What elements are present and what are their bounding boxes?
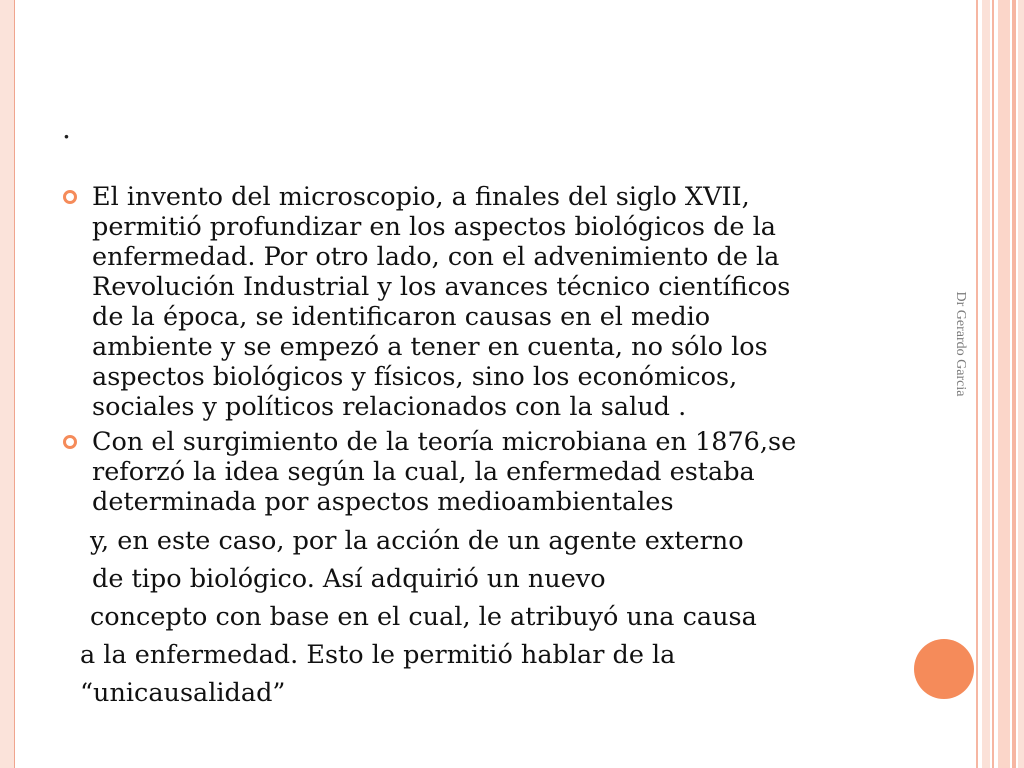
text-line: reforzó la idea según la cual, la enfermedad estaba bbox=[92, 457, 755, 487]
continuation-line: a la enfermedad. Esto le permitió hablar de la bbox=[80, 640, 676, 670]
slide-body bbox=[62, 182, 882, 712]
stripe bbox=[982, 0, 990, 768]
text-line: de la época, se identificaron causas en el medio bbox=[92, 302, 711, 332]
continuation-line: concepto con base en el cual, le atribuyó una causa bbox=[90, 602, 757, 632]
stripe bbox=[1012, 0, 1016, 768]
bullet-item bbox=[62, 182, 882, 422]
author-name: Dr Gerardo Garcia bbox=[953, 291, 968, 397]
ring-bullet-icon bbox=[62, 189, 78, 205]
text-line: determinada por aspectos medioambientales bbox=[92, 487, 674, 517]
left-border bbox=[0, 0, 15, 768]
accent-circle bbox=[914, 639, 974, 699]
stripe bbox=[1018, 0, 1024, 768]
bullet-text bbox=[92, 427, 882, 517]
text-line: ambiente y se empezó a tener en cuenta, no sólo los bbox=[92, 332, 768, 362]
continuation-line: y, en este caso, por la acción de un agente externo bbox=[90, 526, 744, 556]
bullet-item bbox=[62, 427, 882, 517]
bullet-text bbox=[92, 182, 882, 422]
text-line: Revolución Industrial y los avances técnico científicos bbox=[92, 272, 791, 302]
text-line: enfermedad. Por otro lado, con el advenimiento de la bbox=[92, 242, 780, 272]
text-line: sociales y políticos relacionados con la salud . bbox=[92, 392, 687, 422]
right-decorative-stripes bbox=[976, 0, 1024, 768]
stripe bbox=[992, 0, 994, 768]
text-line: El invento del microscopio, a finales del siglo XVII, bbox=[92, 182, 750, 212]
stripe bbox=[998, 0, 1010, 768]
continuation-line: de tipo biológico. Así adquirió un nuevo bbox=[92, 564, 606, 594]
slide-title: . bbox=[62, 112, 71, 145]
text-line: aspectos biológicos y físicos, sino los económicos, bbox=[92, 362, 738, 392]
text-line: Con el surgimiento de la teoría microbiana en 1876,se bbox=[92, 427, 797, 457]
ring-bullet-icon bbox=[62, 434, 78, 450]
stripe bbox=[976, 0, 978, 768]
continuation-line: “unicausalidad” bbox=[80, 678, 286, 708]
text-line: permitió profundizar en los aspectos biológicos de la bbox=[92, 212, 776, 242]
